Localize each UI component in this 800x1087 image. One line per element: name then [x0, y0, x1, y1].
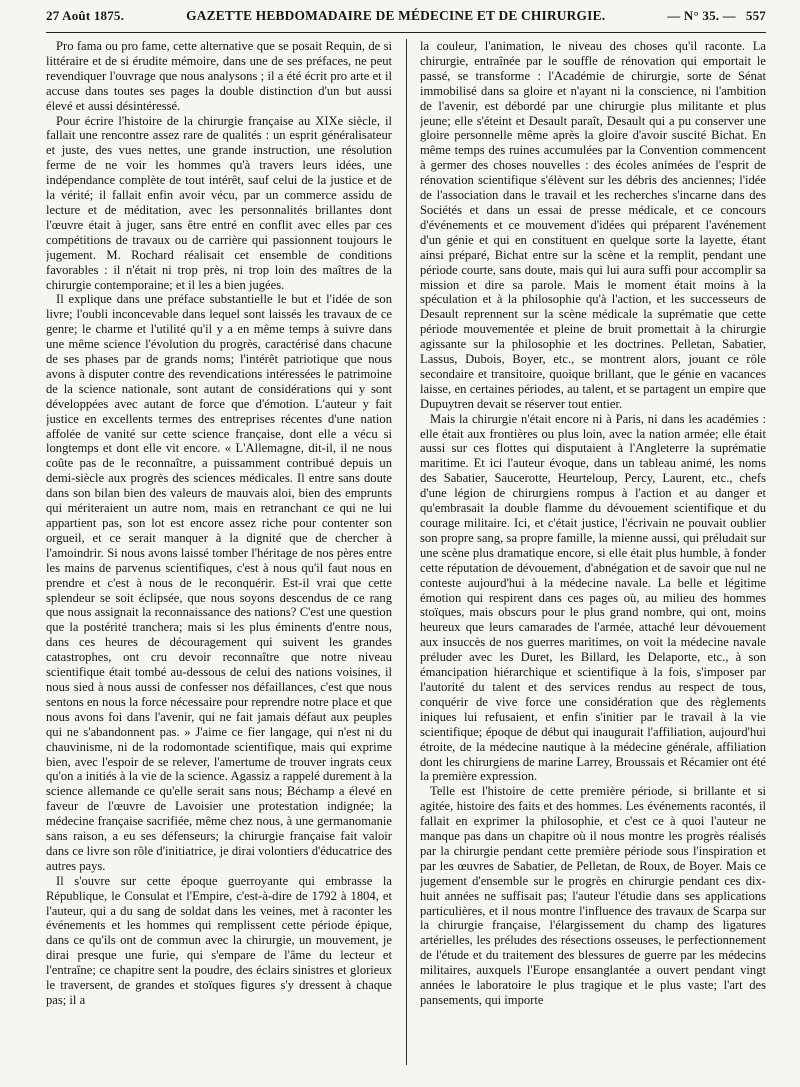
header-right [667, 8, 766, 24]
paragraph: Telle est l'histoire de cette première période, si brillante et si agitée, histoire des faits et des hommes. Les événements racontés, il fallait en exprimer la philosophie, et c'est ce à quoi l'auteur ne manque pas dans un chapitre où il nous montre les progrès réalisés par la chirurgie pendant cette première période sous l'inspiration et par les œuvres de Sabatier, de Pelletan, de Roux, de Boyer. Mais ce jugement d'ensemble sur le progrès en chirurgie pendant ces dix-huit années ne suffisait pas; l'auteur l'étudie dans ses applications particulières, et il nous montre l'influence des travaux de Scarpa sur la chirurgie française, l'élargissement du champ des ligatures artérielles, les préludes des résections osseuses, le perfectionnement de l'étude et du traitement des blessures de guerre par les médecins militaires, auxquels l'Europe ensanglantée a ouvert pendant vingt années le laboratoire le plus tragique et le plus vaste; l'art des pansements, qui importe [420, 784, 766, 1007]
paragraph: Pour écrire l'histoire de la chirurgie française au XIXe siècle, il fallait une rencontre assez rare de qualités : un esprit généralisateur et juste, des vues nettes, une grande instruction, une résolution ferme de ne voir les hommes qu'à travers leurs idées, une indépendance complète de tout intérêt, sauf celui de la justice et de la vérité; il fallait enfin avoir vécu, par un commerce assidu de lecture et de méditation, avec les personnalités brillantes dont l'œuvre était à juger, sans être entré en conflit avec elles par ces compétitions de travaux ou de carrière qui passionnent toujours le jugement. M. Rochard réalisait cet ensemble de conditions favorables : il n'était ni trop près, ni trop loin des maîtres de la chirurgie contemporaine; et il les a bien jugées. [46, 113, 392, 292]
right-column [420, 39, 766, 1065]
header-rule [46, 32, 766, 33]
paragraph: la couleur, l'animation, le niveau des choses qu'il raconte. La chirurgie, entraînée par le souffle de rénovation qui emportait le passé, se transforme : l'Académie de chirurgie, sorte de Sénat immobilisé dans sa gloire et n'ayant ni la conscience, ni l'ambition de l'avenir, est débordé par une chirurgie plus militante et plus jeune; elle s'éteint et Desault paraît, Desault qui a pu conserver une gloire personnelle même après la gloire d'avoir suscité Bichat. En même temps des ruines accumulées par la Convention commencent à germer des choses nouvelles : des écoles animées de l'esprit de rénovation scientifique s'élèvent sur les débris des anciennes; l'idée de l'association dans le travail et les recherches s'incarne dans des Sociétés et dans un essai de presse médicale, et ce concours d'événements et ce mouvement d'idées qui préparent l'avénement d'un génie et qui en constituent en quelque sorte la layette, étant ainsi préparé, Bichat entre sur la scène et la remplit, pendant une période courte, sans doute, mais qui lui aura suffi pour accomplir sa mission et dire sa parole. Mais le moment était moins à la spéculation et à la philosophie qu'à l'action, et les successeurs de Desault reprennent sur la scène médicale la suprématie que cette période mouvementée et pleine de bruit promettait à la chirurgie agissante sur la philosophie et les doctrines. Pelletan, Sabatier, Lassus, Dubois, Boyer, etc., se montrent alors, jouant ce rôle secondaire et transitoire, quoique brillant, que le génie en vacances laisse, en certaines périodes, au talent, et se partagent un empire que Dupuytren devait se réserver tout entier. [420, 39, 766, 411]
paragraph: Il explique dans une préface substantielle le but et l'idée de son livre; l'oubli inconcevable dans lequel sont laissés les travaux de ce genre; le charme et l'utilité qu'il y a en même temps à suivre dans une même science l'évolution du progrès, caractérisé dans chacune de ses phases par de grands noms; l'intérêt patriotique que nous avons à disputer contre des revendications intéressées le patrimoine de la science nationale, sont autant de considérations qui y sont développées avec autant de force que d'émotion. L'auteur y fait justice en excellents termes des entreprises récentes d'une nation affolée de vanité sur cette science française, dont elle a vécu si longtemps et dont elle vit encore. « L'Allemagne, dit-il, il ne nous coûte pas de le reconnaître, a puissamment contribué depuis un demi-siècle aux progrès des sciences médicales. Il entre sans doute dans son bilan bien des valeurs de mauvais aloi, bien des emprunts qui mériteraient un autre nom, mais en retranchant ce qui ne lui appartient pas, son lot est encore assez riche pour contenter son orgueil, et ce serait manquer à la dignité que de chercher à l'amoindrir. Si nous avons laissé tomber l'héritage de nos pères entre les mains de parvenus scientifiques, c'est à nous qu'il faut nous en prendre et c'est à nous de le reconquérir. Est-il vrai que cette splendeur se soit éclipsée, que nous soyons descendus de ce rang que nous assignait la reconnaissance des nations? C'est une question que la postérité tranchera; mais si les plus éminents d'entre nous, dans ces heures de découragement qui suivent les grandes catastrophes, ont cru devoir reconnaître que notre niveau scientifique était tombé au-dessous de celui des nations voisines, il nous sied à nous aussi de confesser nos défaillances, c'est que nous sentons en nous la force nécessaire pour reprendre notre place et que nous avons foi dans l'avenir, qui ne fait jamais défaut aux peuples qui ne s'abandonnent pas. » J'aime ce fier langage, qui n'est ni du chauvinisme, ni de la rodomontade scientifique, mais qui exprime bien, avec l'espoir de se relever, l'amertume de trouver ingrats ceux qu'on a initiés à la vie de la science. Agassiz a rappelé durement à la science allemande ce qu'elle serait sans nous; Béchamp a élevé en faveur de l'œuvre de Lavoisier une protestation indignée; la médecine française sacrifiée, même chez nous, à une germanomanie sans raison, a eu ses défenseurs; la chirurgie française fait valoir dans ce livre son rôle d'initiatrice, je dirai volontiers d'éducatrice des autres pays. [46, 292, 392, 873]
issue-date: 27 Août 1875. [46, 8, 125, 23]
page-header [46, 0, 766, 30]
column-divider [406, 39, 407, 1065]
paragraph: Il s'ouvre sur cette époque guerroyante qui embrasse la République, le Consulat et l'Empire, c'est-à-dire de 1792 à 1804, et l'auteur, qui a du sang de soldat dans les veines, met à raconter les événements et les hommes qui remplissent cette période épique, dans ce qu'ils ont de commun avec la chirurgie, un mouvement, je dirai presque une furie, qui s'empare de l'âme du lecteur et l'entraîne; ce chapitre sent la poudre, des éclairs sinistres et glorieux le traversent, de grandes et stoïques figures s'y dressent à chaque pas; il a [46, 873, 392, 1007]
issue-number: — N° 35. — [667, 8, 736, 23]
article-columns [46, 39, 766, 1065]
left-column [46, 39, 392, 1065]
journal-title: GAZETTE HEBDOMADAIRE DE MÉDECINE ET DE CHIRURGIE. [186, 8, 606, 23]
paragraph: Pro fama ou pro fame, cette alternative que se posait Requin, de si littéraire et de si érudite mémoire, dans une de ses préfaces, ne peut revendiquer l'ouvrage que nous analysons ; il a été écrit pro arte et il accuse dans toutes ses pages la double distinction d'un but aussi élevé et aussi désintéressé. [46, 39, 392, 113]
paragraph: Mais la chirurgie n'était encore ni à Paris, ni dans les académies : elle était aux frontières ou plus loin, avec la nation armée; elle était aussi sur ces flottes qui disputaient à l'Angleterre la suprématie maritime. Et ici l'auteur évoque, dans un tableau animé, les noms des Sabatier, Saucerotte, Heurteloup, Percy, Laurent, etc., chefs d'une légion de chirurgiens rompus à l'action et au danger et qu'embrasait la double flamme du dévouement scientifique et du courage militaire. Ici, et c'était justice, l'écrivain ne pouvait oublier son propre sang, sa propre famille, la mienne aussi, qui préludait sur une scène plus dramatique encore, si elle était plus humble, à fonder cette réputation de dévouement, d'abnégation et de savoir que nul ne conteste aujourd'hui à la médecine navale. La belle et légitime émotion qui respirent dans ces pages où, au milieu des hommes stoïques, mais obscurs pour le plus grand nombre, qui ont, moins heureux que leurs camarades de l'armée, attaché leur dévouement aux insuccès de nos guerres maritimes, on voit la médecine navale préluder avec les Duret, les Billard, les Delaporte, etc., à son émancipation hiérarchique et scientifique à la fois, s'imposer par l'autorité du talent et des services rendus au respect de tous, conquérir de vive force une considération que des règlements iniques lui refusaient, et enfin s'initier par le travail à la vie scientifique; époque de début qui inaugurait l'affiliation, aujourd'hui étroite, de la médecine nautique à la médecine générale, affiliation dont les chirurgiens de marine Larrey, Broussais et Récamier ont été la première expression. [420, 411, 766, 784]
page-number: 557 [745, 8, 766, 23]
